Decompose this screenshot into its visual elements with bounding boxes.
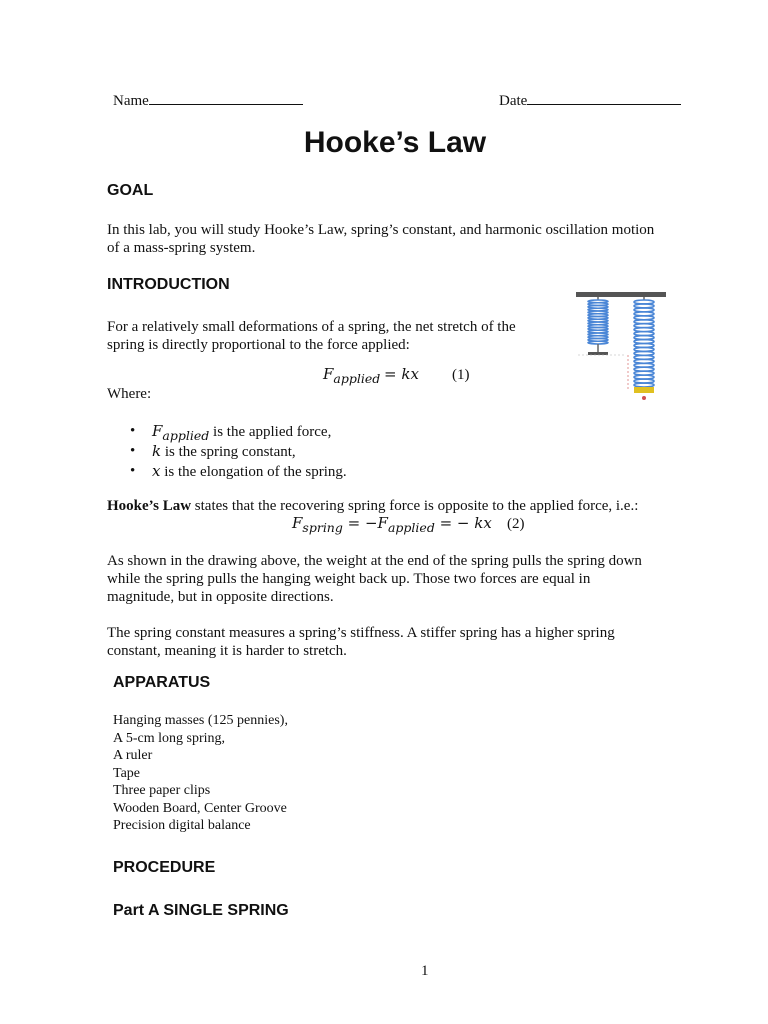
hooke-law-term: Hooke’s Law bbox=[107, 498, 192, 514]
list-item: A 5-cm long spring, bbox=[113, 730, 225, 746]
intro-line: For a relatively small deformations of a spring, the net stretch of the bbox=[107, 319, 516, 335]
eq1-lhs: F bbox=[323, 365, 334, 383]
goal-heading: GOAL bbox=[107, 182, 154, 199]
procedure-heading: PROCEDURE bbox=[113, 859, 216, 876]
list-item: A ruler bbox=[113, 748, 153, 763]
goal-line: In this lab, you will study Hooke’s Law, spring’s constant, and harmonic oscillation motion bbox=[107, 222, 655, 238]
intro-paragraph bbox=[107, 318, 567, 354]
eq1-rhs: = kx bbox=[384, 365, 419, 383]
page-number: 1 bbox=[421, 963, 429, 979]
eq1-number: (1) bbox=[452, 367, 470, 383]
date-label: Date bbox=[499, 93, 528, 109]
ceiling-bar bbox=[576, 292, 666, 297]
short-spring-icon bbox=[578, 297, 624, 355]
equation-2: $F_{spring} = -F_{applied}$ = − kx bbox=[292, 514, 492, 535]
page-title: Hooke’s Law bbox=[303, 126, 487, 159]
list-item: Tape bbox=[113, 765, 141, 781]
goal-line: of a mass-spring system. bbox=[107, 240, 256, 256]
apparatus-heading: APPARATUS bbox=[113, 674, 211, 691]
list-item: Hanging masses (125 pennies), bbox=[113, 713, 288, 728]
eq1-lhs-sub: applied bbox=[333, 371, 381, 386]
stiffness-paragraph: The spring constant measures a spring’s stiffness. A stiffer spring has a higher spring constant, meaning it is harder to stretch. bbox=[107, 625, 615, 659]
name-field bbox=[113, 90, 303, 110]
list-item: • x is the elongation of the spring. bbox=[130, 462, 347, 482]
list-item: • $F_{applied}$ is the applied force, bbox=[130, 422, 347, 442]
date-blank-line bbox=[527, 90, 681, 105]
date-field bbox=[499, 90, 681, 110]
list-item: • k is the spring constant, bbox=[130, 442, 347, 462]
where-label: Where: bbox=[107, 386, 152, 402]
goal-paragraph bbox=[107, 221, 727, 257]
eq2-number: (2) bbox=[507, 516, 525, 532]
hooke-statement: Hooke’s Law states that the recovering spring force is opposite to the applied force, i.e.: bbox=[107, 498, 639, 514]
introduction-heading: INTRODUCTION bbox=[107, 276, 230, 293]
intro-line: spring is directly proportional to the force applied: bbox=[107, 337, 410, 353]
name-label: Name bbox=[113, 93, 149, 109]
list-item: Three paper clips bbox=[113, 783, 211, 798]
spring-diagram bbox=[574, 290, 670, 402]
list-item: Precision digital balance bbox=[113, 818, 251, 833]
equation-1 bbox=[323, 365, 419, 388]
apparatus-list bbox=[113, 712, 288, 835]
definitions-list bbox=[130, 422, 347, 482]
part-a-heading: Part A SINGLE SPRING bbox=[113, 902, 289, 919]
name-blank-line bbox=[149, 90, 303, 105]
forces-paragraph: As shown in the drawing above, the weight at the end of the spring pulls the spring down while the spring pulls the hanging weight back up. Those two forces are equal in magnitude, but in opposite directions. bbox=[107, 553, 642, 605]
list-item: Wooden Board, Center Groove bbox=[113, 800, 287, 816]
stretched-spring-icon bbox=[628, 297, 654, 400]
